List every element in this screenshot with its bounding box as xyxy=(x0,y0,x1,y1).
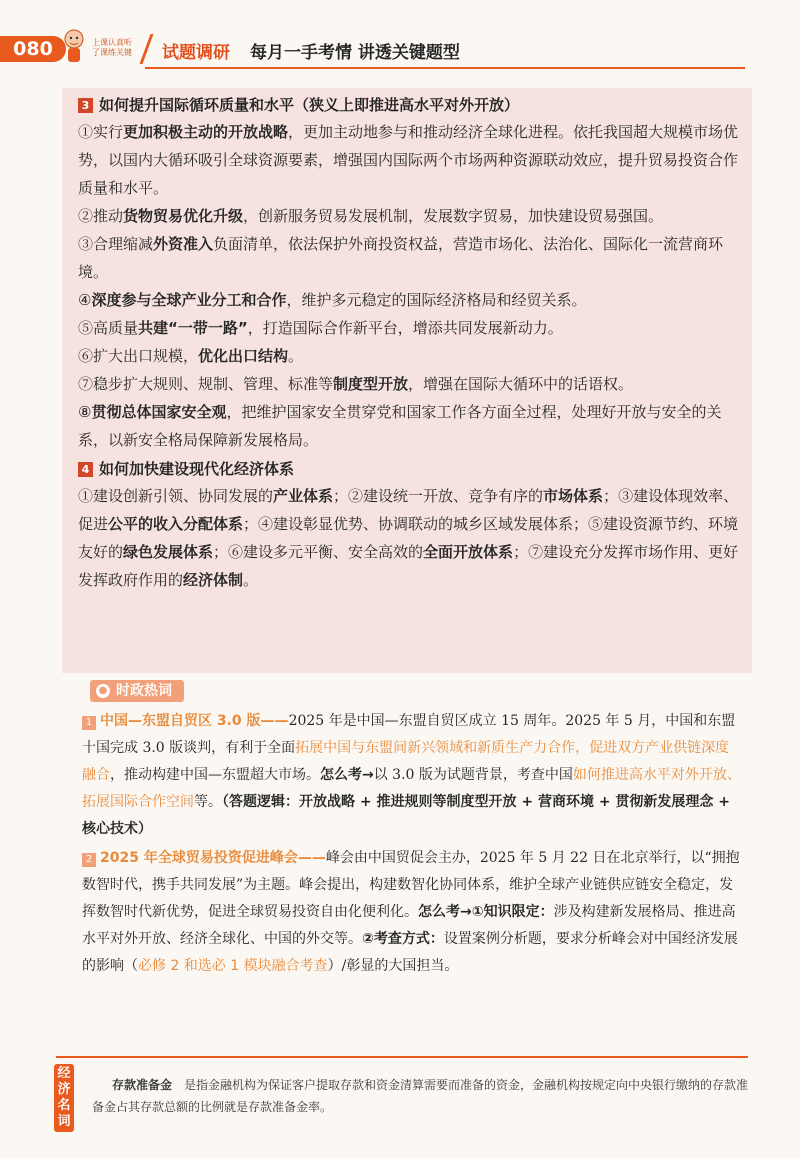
section-3-point-3: ③合理缩减外资准入负面清单，依法保护外商投资权益，营造市场化、法治化、国际化一流营商环境。 xyxy=(78,235,724,281)
section-3-point-8: ⑧贯彻总体国家安全观，把维护国家安全贯穿党和国家工作各方面全过程，处理好开放与安全的关系，以新安全格局保障新发展格局。 xyxy=(78,403,722,449)
main-content xyxy=(78,92,750,594)
page-header xyxy=(0,24,800,74)
hot-item-1-number: 1 xyxy=(82,716,96,730)
section-4-heading xyxy=(78,456,750,482)
header-slash xyxy=(140,34,164,64)
section-4-title: 如何加快建设现代化经济体系 xyxy=(99,460,295,478)
section-3-point-4: ④深度参与全球产业分工和合作，维护多元稳定的国际经济格局和经贸关系。 xyxy=(78,291,587,309)
section-3-title: 如何提升国际循环质量和水平（狭义上即推进高水平对外开放） xyxy=(99,96,520,114)
hot-item-1: 1 中国—东盟自贸区 3.0 版——2025 年是中国—东盟自贸区成立 15 周年。2025 年 5 月，中国和东盟十国完成 3.0 版谈判，有利于全面拓展中国与东盟间新兴领域和新质生产力合作，促进双方产业供链深度融合，推动构建中国—东盟超大市场。怎么考→以 3.0 版为试题背景，考查中国如何推进高水平对外开放、拓展国际合作空间等。（答题逻辑：开放战略 + 推进规则等制度型开放 + 营商环境 + 贯彻新发展理念 + 核心技术） xyxy=(82,713,741,837)
hot-item-2-number: 2 xyxy=(82,853,96,867)
header-divider xyxy=(145,67,745,69)
flame-icon: ● xyxy=(96,684,110,698)
footer-divider xyxy=(56,1056,748,1058)
section-4-number: 4 xyxy=(78,462,93,477)
hot-item-2: 2 2025 年全球贸易投资促进峰会——峰会由中国贸促会主办，2025 年 5 月 22 日在北京举行，以“拥抱数智时代，携手共同发展”为主题。峰会提出，构建数智化协同体系，维护全球产业链供应链安全稳定，发挥数智时代新优势，促进全球贸易投资自由化便利化。怎么考→①知识限定：涉及构建新发展格局、推进高水平对外开放、经济全球化、中国的外交等。②考查方式：设置案例分析题，要求分析峰会对中国经济发展的影响（必修 2 和选必 1 模块融合考查）/彰显的大国担当。 xyxy=(82,850,740,974)
section-3-point-1: ①实行更加积极主动的开放战略，更加主动地参与和推动经济全球化进程。依托我国超大规模市场优势，以国内大循环吸引全球资源要素，增强国内国际两个市场两种资源联动效应，提升贸易投资合作质量和水平。 xyxy=(78,123,739,197)
section-3-point-7: ⑦稳步扩大规则、规制、管理、标准等制度型开放，增强在国际大循环中的话语权。 xyxy=(78,375,634,393)
hot-words-content xyxy=(82,708,742,982)
hot-words-title: ● 时政热词 xyxy=(90,680,184,702)
footer-term: 存款准备金 xyxy=(112,1078,173,1092)
page-number: 080 xyxy=(0,36,66,62)
mascot-icon xyxy=(60,27,88,67)
footer-definition xyxy=(92,1074,752,1118)
footer-term-definition: 是指金融机构为保证客户提取存款和资金清算需要而准备的资金，金融机构按规定向中央银行缴纳的存款准备金占其存款总额的比例就是存款准备金率。 xyxy=(92,1078,749,1114)
section-3-heading xyxy=(78,92,750,118)
economic-terms-label: 经济名词 xyxy=(54,1064,74,1132)
header-title: 试题调研 xyxy=(162,43,230,63)
hot-words-section xyxy=(62,680,752,1040)
section-3-point-5: ⑤高质量共建“一带一路”，打造国际合作新平台，增添共同发展新动力。 xyxy=(78,319,563,337)
mascot-caption: 上课认真听 了课练关键 xyxy=(92,38,132,57)
section-4-body: ①建设创新引领、协同发展的产业体系；②建设统一开放、竞争有序的市场体系；③建设体现效率、促进公平的收入分配体系；④建设彰显优势、协调联动的城乡区域发展体系；⑤建设资源节约、环境友好的绿色发展体系；⑥建设多元平衡、安全高效的全面开放体系；⑦建设充分发挥市场作用、更好发挥政府作用的经济体制。 xyxy=(78,487,739,589)
section-3-point-6: ⑥扩大出口规模，优化出口结构。 xyxy=(78,347,304,365)
header-subtitle: 每月一手考情 讲透关键题型 xyxy=(250,43,460,63)
section-3-point-2: ②推动货物贸易优化升级，创新服务贸易发展机制，发展数字贸易，加快建设贸易强国。 xyxy=(78,207,664,225)
section-3-number: 3 xyxy=(78,98,93,113)
